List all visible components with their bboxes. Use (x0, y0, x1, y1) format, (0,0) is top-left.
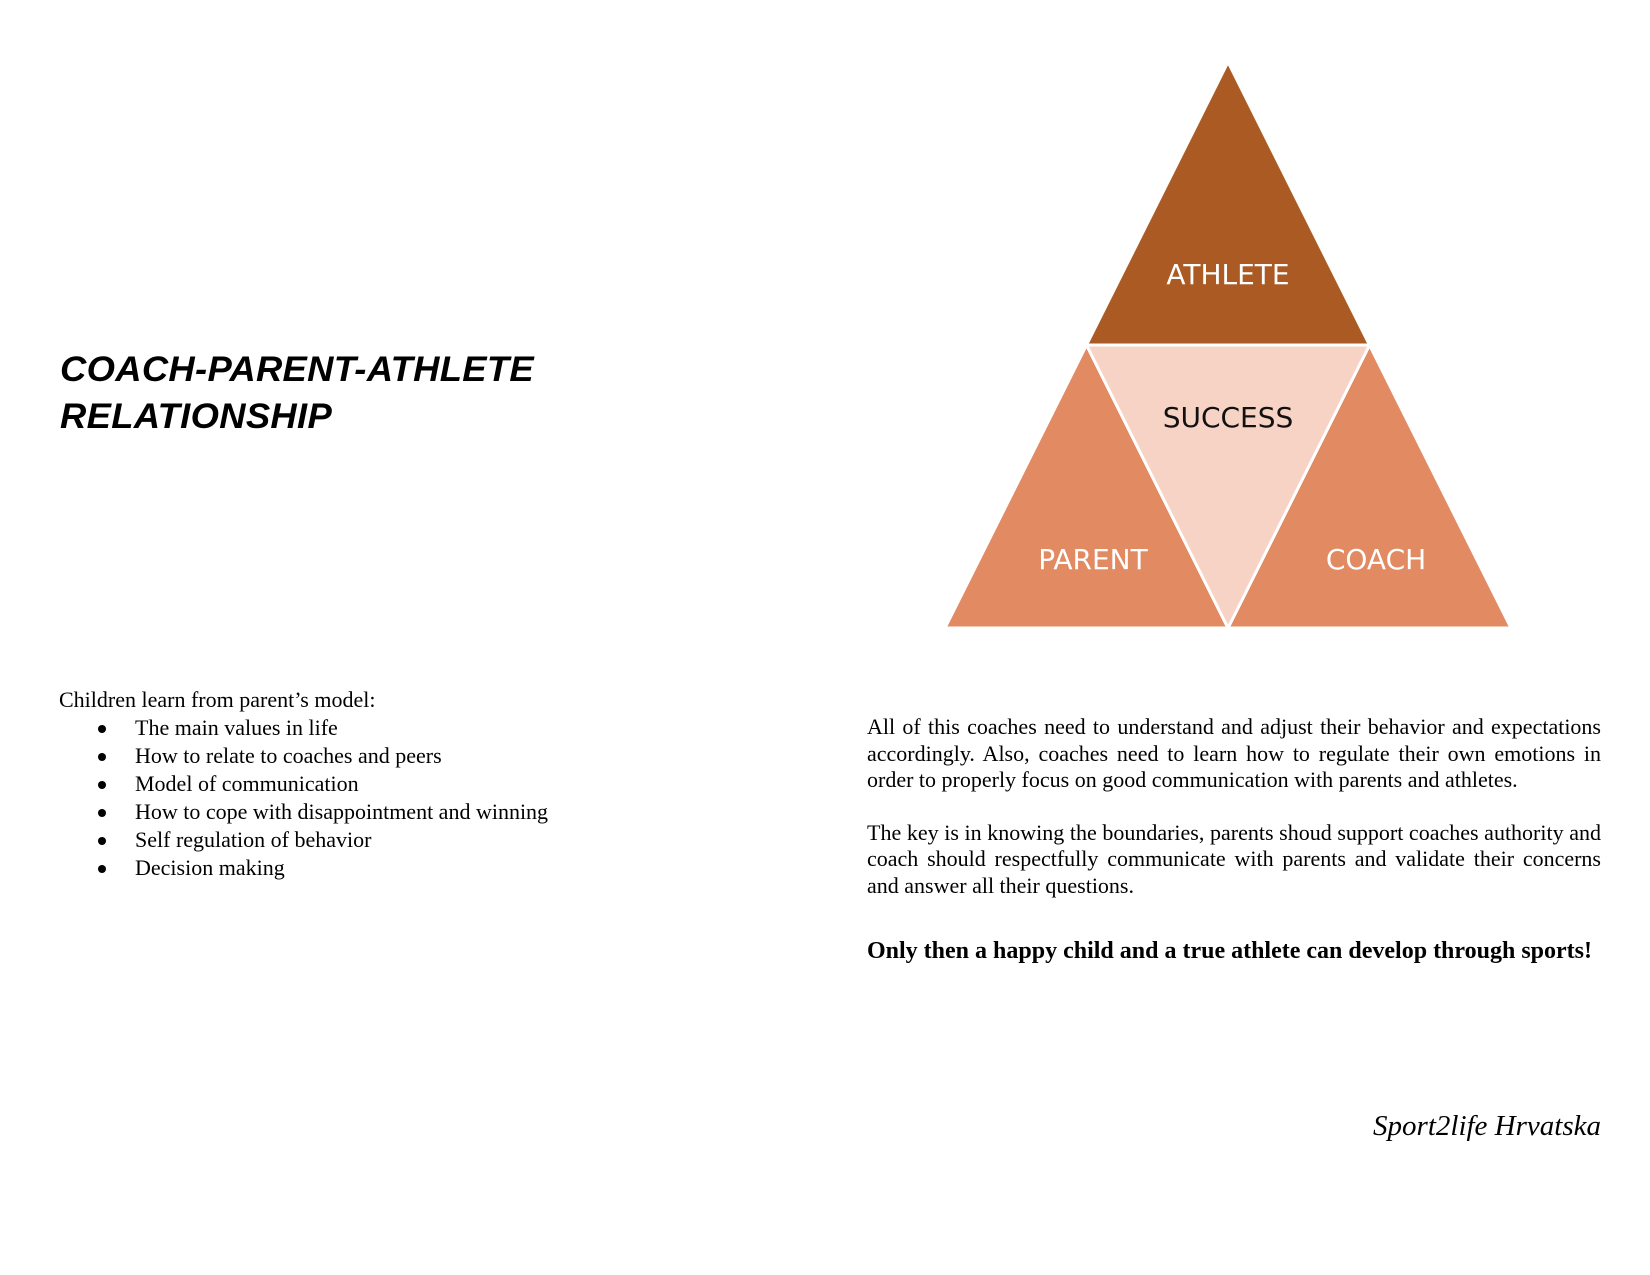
title-line-1: COACH-PARENT-ATHLETE (60, 350, 535, 389)
coach-label: COACH (1325, 543, 1427, 576)
list-item: Self regulation of behavior (59, 826, 699, 854)
list-item: How to cope with disappointment and winning (59, 798, 699, 826)
success-pyramid-diagram (945, 62, 1511, 632)
explanation-section (867, 714, 1601, 966)
bullet-icon (98, 809, 106, 817)
intro-section (59, 686, 699, 882)
list-item: How to relate to coaches and peers (59, 742, 699, 770)
bullet-icon (98, 781, 106, 789)
bullet-icon (98, 837, 106, 845)
paragraph-coaches: All of this coaches need to understand and adjust their behavior and expectations accordingly. Also, coaches need to learn how to regulate their own emotions in order to properly focus on good communication with parents and athletes. (867, 714, 1601, 792)
bullet-icon (98, 725, 106, 733)
bullet-icon (98, 753, 106, 761)
athlete-label: ATHLETE (1166, 258, 1290, 291)
list-item: The main values in life (59, 714, 699, 742)
paragraph-boundaries: The key is in knowing the boundaries, parents shoud support coaches authority and coach should respectfully communicate with parents and validate their concerns and answer all their questions. (867, 819, 1601, 898)
success-label: SUCCESS (1162, 401, 1294, 434)
parent-label: PARENT (1038, 543, 1148, 576)
values-list (59, 714, 699, 882)
bullet-icon (98, 865, 106, 873)
closing-statement: Only then a happy child and a true athlete can develop through sports! (867, 938, 1592, 964)
intro-lead: Children learn from parent’s model: (59, 687, 376, 712)
list-item: Model of communication (59, 770, 699, 798)
signature: Sport2life Hrvatska (1373, 1110, 1601, 1142)
title-line-2: RELATIONSHIP (60, 397, 333, 436)
athlete-triangle (1087, 62, 1370, 345)
page-title (60, 346, 705, 440)
list-item: Decision making (59, 854, 699, 882)
